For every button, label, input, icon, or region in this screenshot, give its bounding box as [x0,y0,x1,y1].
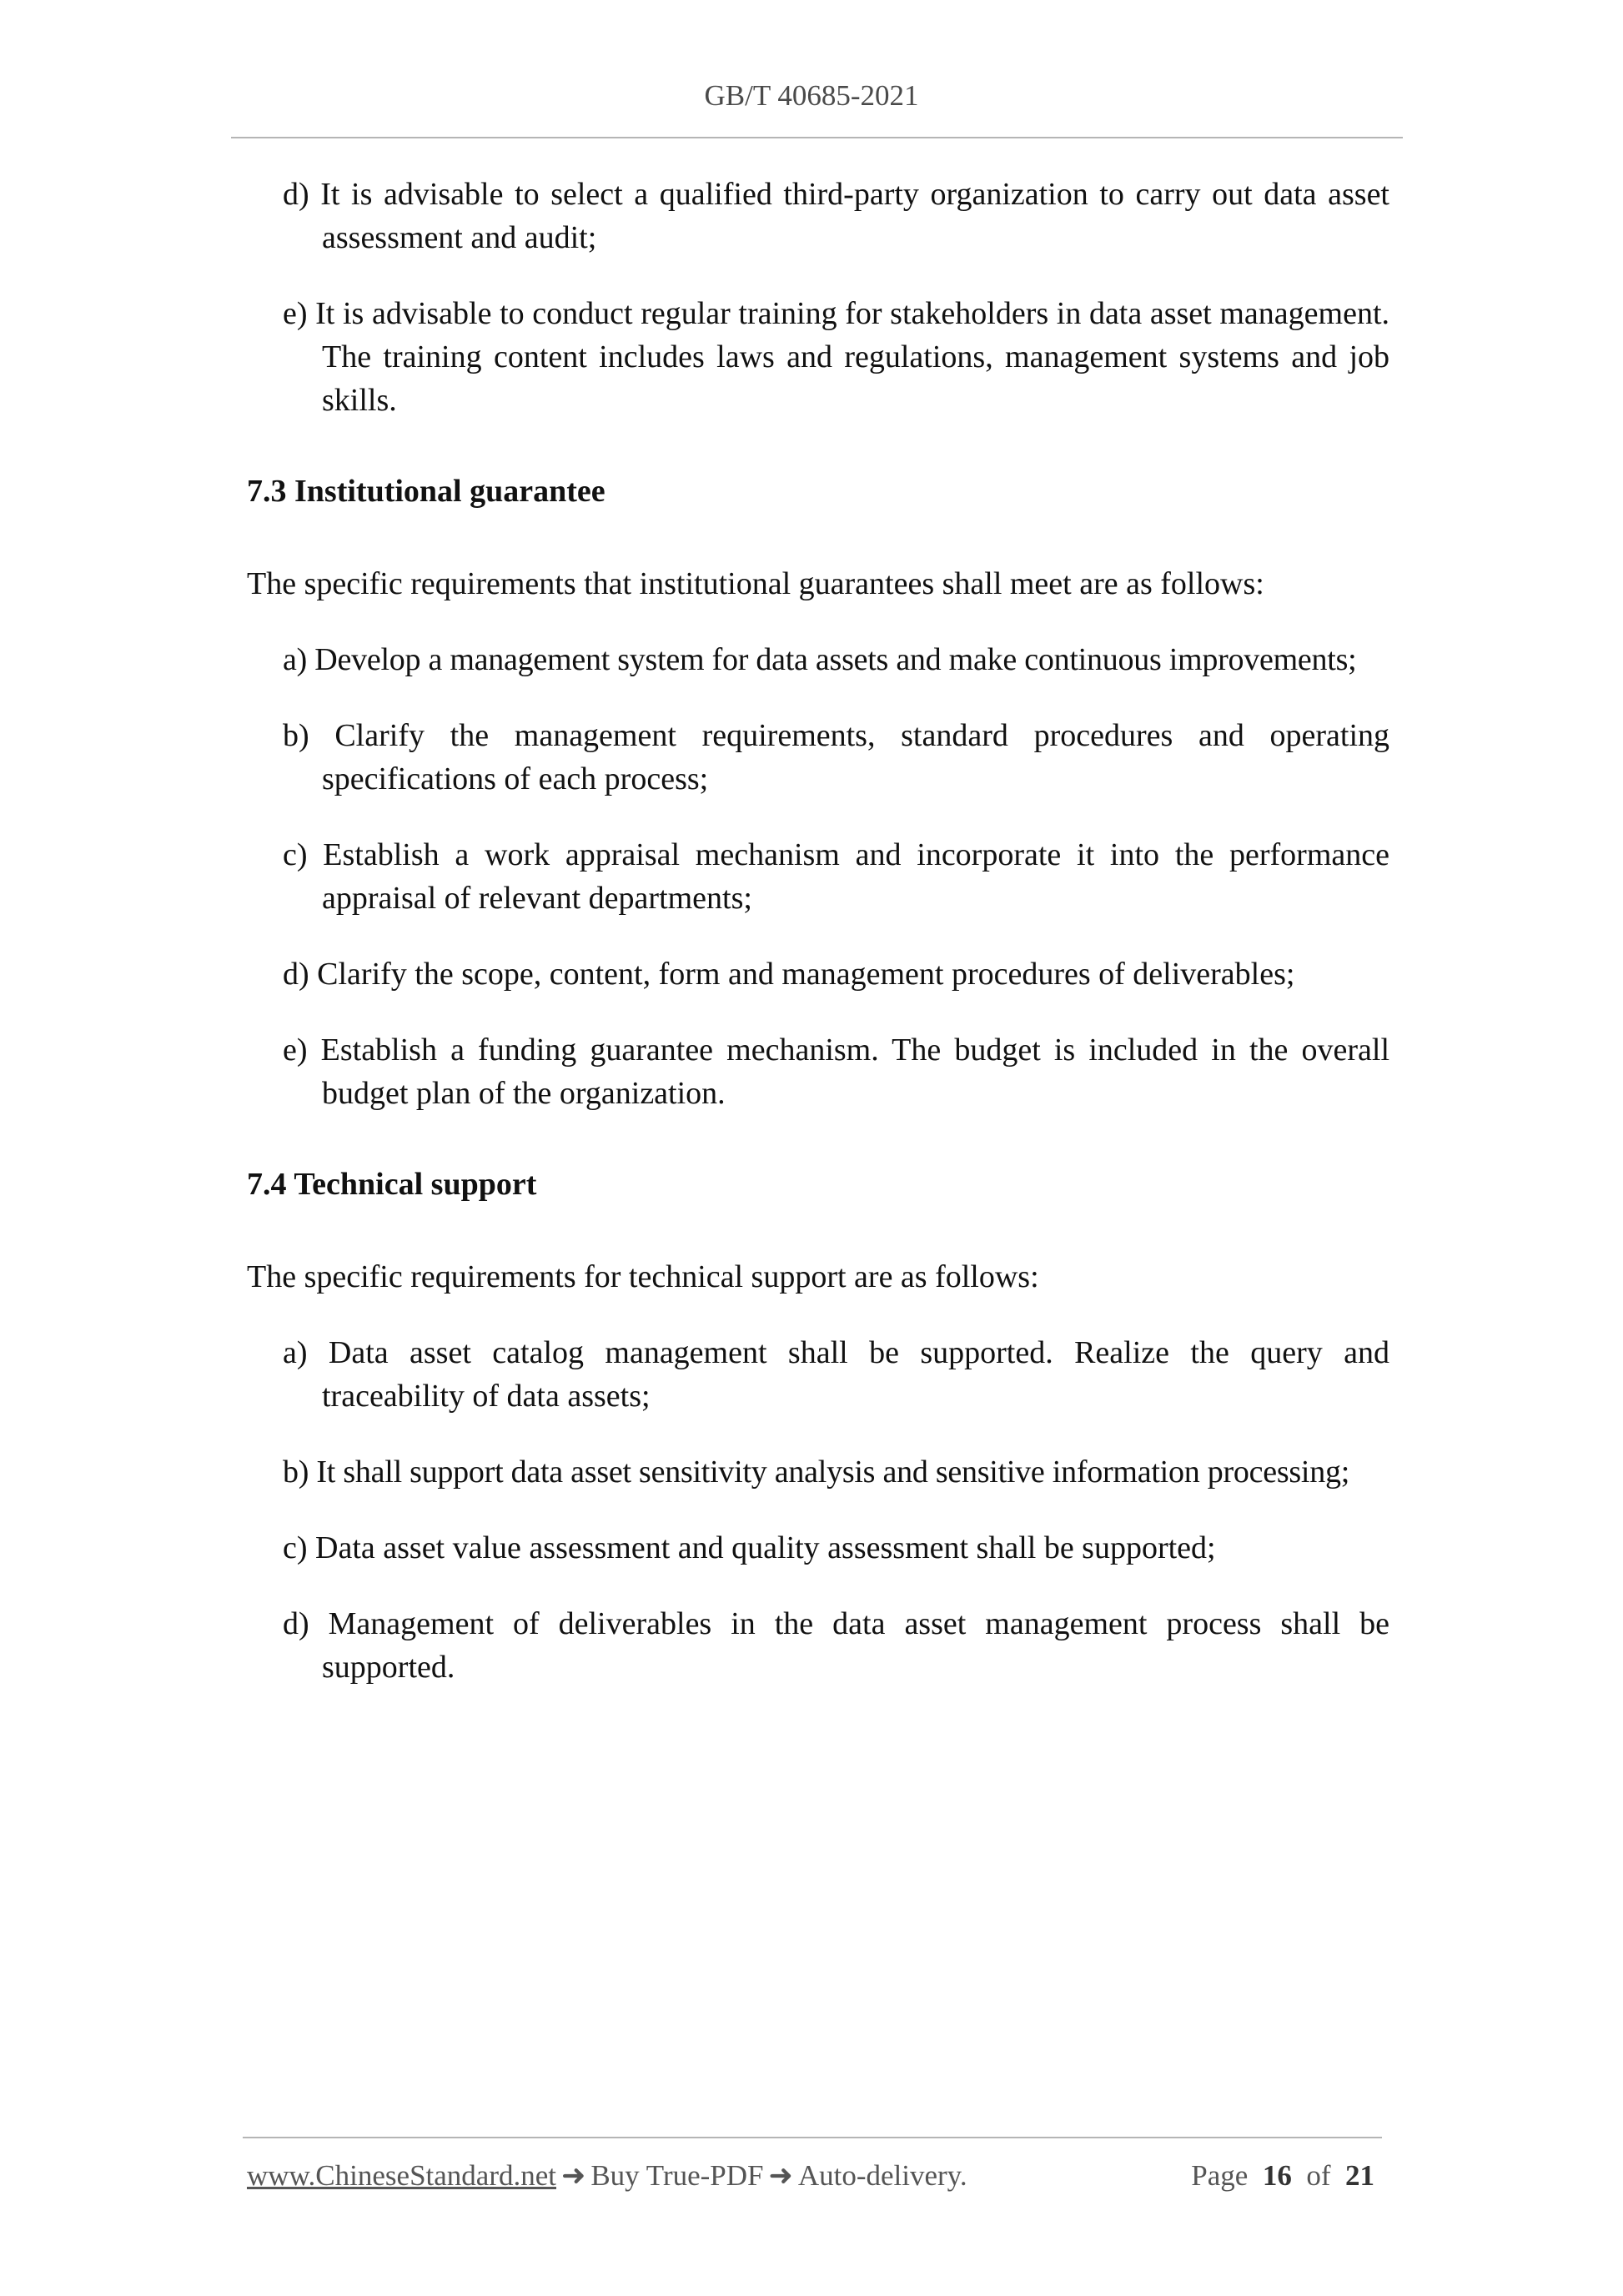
page-content [247,173,1389,1721]
delivery-text: Auto-delivery. [797,2159,967,2192]
page-number [1191,2159,1374,2193]
list-item: c) Data asset value assessment and quality assessment shall be supported; [283,1530,1216,1565]
section-intro-7-4: The specific requirements for technical support are as follows: [247,1259,1039,1294]
list-item: d) Clarify the scope, content, form and management procedures of deliverables; [283,957,1295,992]
arrow-right-icon: ➜ [561,2159,586,2192]
list-item: b) It shall support data asset sensitivity analysis and sensitive information processing; [283,1454,1350,1490]
section-intro-7-3: The specific requirements that institutional guarantees shall meet are as follows: [247,566,1264,601]
page-total: 21 [1345,2159,1374,2192]
arrow-right-icon: ➜ [768,2159,793,2192]
section-heading-7-3: 7.3 Institutional guarantee [247,474,605,509]
list-item: e) Establish a funding guarantee mechanism. The budget is included in the overall budget plan of the organization. [283,1032,1389,1111]
list-item: d) Management of deliverables in the data asset management process shall be supported. [283,1606,1389,1685]
footer-promo [247,2159,967,2193]
section-7-3-list [247,638,1389,1115]
list-item: e) It is advisable to conduct regular training for stakeholders in data asset management. The training content includes laws and regulations, management systems and job skills. [283,296,1389,418]
list-item: a) Data asset catalog management shall be supported. Realize the query and traceability of data assets; [283,1335,1389,1414]
section-7-4-list [247,1331,1389,1689]
page-current: 16 [1262,2159,1292,2192]
document-header [0,79,1623,113]
list-item: c) Establish a work appraisal mechanism and incorporate it into the performance appraisal of relevant departments; [283,837,1389,916]
page-label: Page [1191,2159,1249,2192]
header-divider [231,137,1403,138]
buy-text: Buy True-PDF [590,2159,764,2192]
list-item: b) Clarify the management requirements, standard procedures and operating specifications of each process; [283,718,1389,796]
list-item: d) It is advisable to select a qualified third-party organization to carry out data asset assessment and audit; [283,177,1389,255]
section-heading-7-4: 7.4 Technical support [247,1167,537,1202]
continued-list [247,173,1389,422]
of-label: of [1306,2159,1331,2192]
list-item: a) Develop a management system for data assets and make continuous improvements; [283,642,1357,677]
site-link[interactable]: www.ChineseStandard.net [247,2159,556,2192]
footer-divider [243,2137,1382,2138]
document-code: GB/T 40685-2021 [704,79,919,112]
